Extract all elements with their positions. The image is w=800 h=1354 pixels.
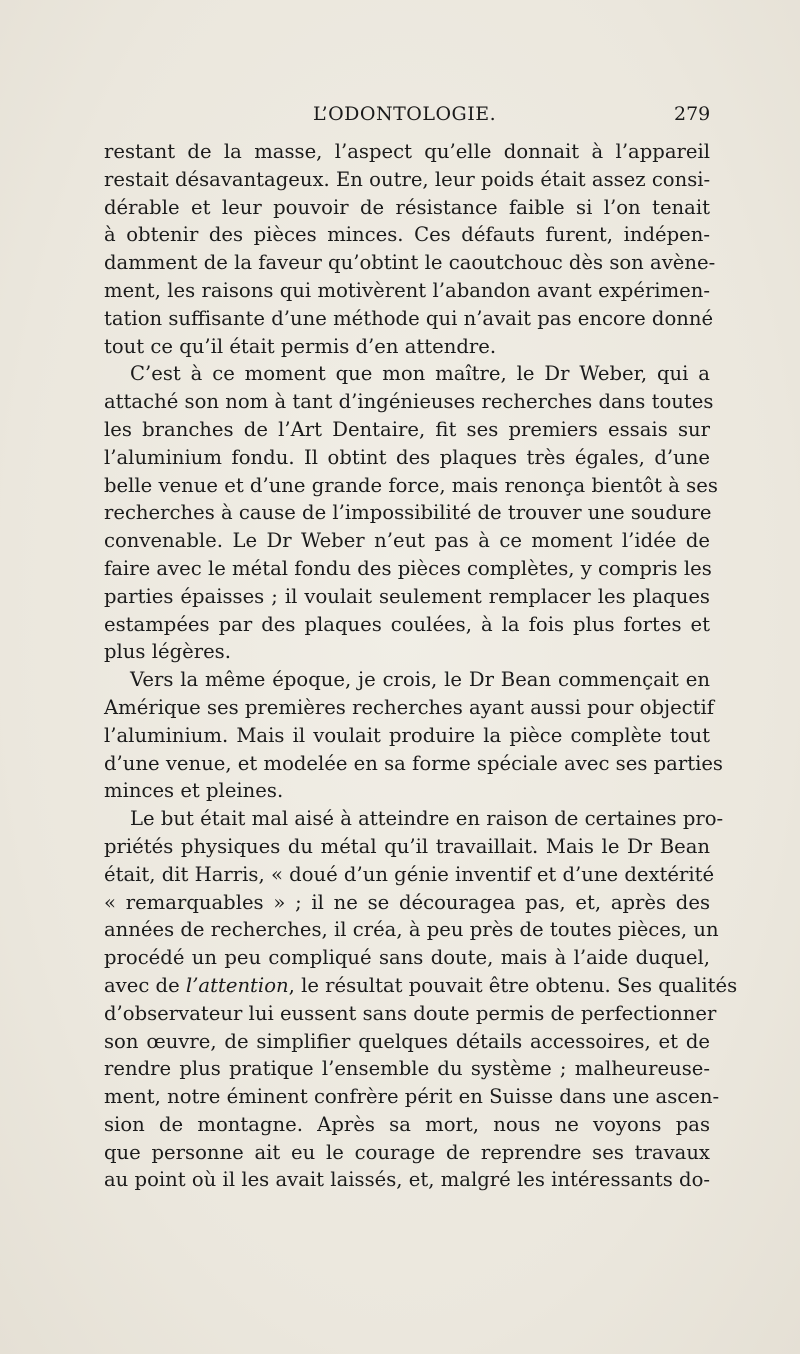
text-line: que personne ait eu le courage de reprendre ses travaux — [104, 1140, 710, 1164]
running-head — [0, 103, 800, 133]
text-line: dérable et leur pouvoir de résistance faible si l’on tenait — [104, 195, 710, 219]
text-line: C’est à ce moment que mon maître, le Dr Weber, qui a — [130, 362, 710, 386]
text-line: l’aluminium. Mais il voulait produire la pièce complète tout — [104, 723, 710, 747]
text-line — [104, 972, 738, 1000]
text-line: attaché son nom à tant d’ingénieuses recherches dans toutes — [104, 390, 714, 414]
text-line: plus légères. — [104, 640, 231, 664]
text-segment: avec de — [104, 973, 186, 997]
text-line: au point où il les avait laissés, et, malgré les intéressants do- — [104, 1168, 710, 1192]
text-line: son œuvre, de simplifier quelques détails accessoires, et de — [104, 1029, 710, 1053]
text-line: parties épaisses ; il voulait seulement remplacer les plaques — [104, 584, 710, 608]
italic-phrase: l’attention — [185, 973, 289, 997]
text-line: d’une venue, et modelée en sa forme spéciale avec ses parties — [104, 751, 723, 775]
text-line: ment, notre éminent confrère périt en Suisse dans une ascen- — [104, 1085, 720, 1109]
text-line: belle venue et d’une grande force, mais renonça bientôt à ses — [104, 473, 718, 497]
text-line: Vers la même époque, je crois, le Dr Bean commençait en — [130, 668, 710, 692]
text-line: procédé un peu compliqué sans doute, mais à l’aide duquel, — [104, 946, 710, 970]
text-line: convenable. Le Dr Weber n’eut pas à ce moment l’idée de — [104, 529, 710, 553]
page-number: 279 — [674, 103, 711, 125]
text-line: ment, les raisons qui motivèrent l’abandon avant expérimen- — [104, 278, 710, 302]
text-line: années de recherches, il créa, à peu près de toutes pièces, un — [104, 918, 719, 942]
running-title: L’ODONTOLOGIE. — [313, 103, 497, 125]
text-line: Le but était mal aisé à atteindre en raison de certaines pro- — [130, 807, 724, 831]
text-line: tout ce qu’il était permis d’en attendre. — [104, 334, 497, 358]
text-line: restant de la masse, l’aspect qu’elle donnait à l’appareil — [104, 140, 710, 163]
text-line: d’observateur lui eussent sans doute permis de perfectionner — [104, 1001, 717, 1025]
text-line: estampées par des plaques coulées, à la fois plus fortes et — [104, 612, 710, 636]
text-line: l’aluminium fondu. Il obtint des plaques très égales, d’une — [104, 445, 710, 469]
text-line: tation suffisante d’une méthode qui n’avait pas encore donné — [104, 306, 714, 330]
body-text — [104, 138, 738, 1194]
text-line: recherches à cause de l’impossibilité de trouver une soudure — [104, 501, 712, 525]
text-line: était, dit Harris, « doué d’un génie inventif et d’une dextérité — [104, 862, 715, 886]
text-line: sion de montagne. Après sa mort, nous ne voyons pas — [104, 1112, 710, 1136]
text-line: « remarquables » ; il ne se découragea pas, et, après des — [104, 890, 710, 914]
text-line: faire avec le métal fondu des pièces complètes, y compris les — [104, 556, 712, 580]
text-line: minces et pleines. — [104, 779, 284, 803]
text-line: priétés physiques du métal qu’il travaillait. Mais le Dr Bean — [104, 834, 710, 858]
text-line: à obtenir des pièces minces. Ces défauts furent, indépen- — [104, 223, 710, 247]
text-line: rendre plus pratique l’ensemble du système ; malheureuse- — [104, 1057, 710, 1081]
text-line: damment de la faveur qu’obtint le caoutchouc dès son avène- — [104, 251, 716, 275]
text-segment: , le résultat pouvait être obtenu. Ses qualités — [288, 973, 738, 997]
text-line: Amérique ses premières recherches ayant aussi pour objectif — [104, 695, 715, 719]
text-line: restait désavantageux. En outre, leur poids était assez consi- — [104, 167, 711, 191]
text-line: les branches de l’Art Dentaire, fit ses premiers essais sur — [104, 417, 710, 441]
